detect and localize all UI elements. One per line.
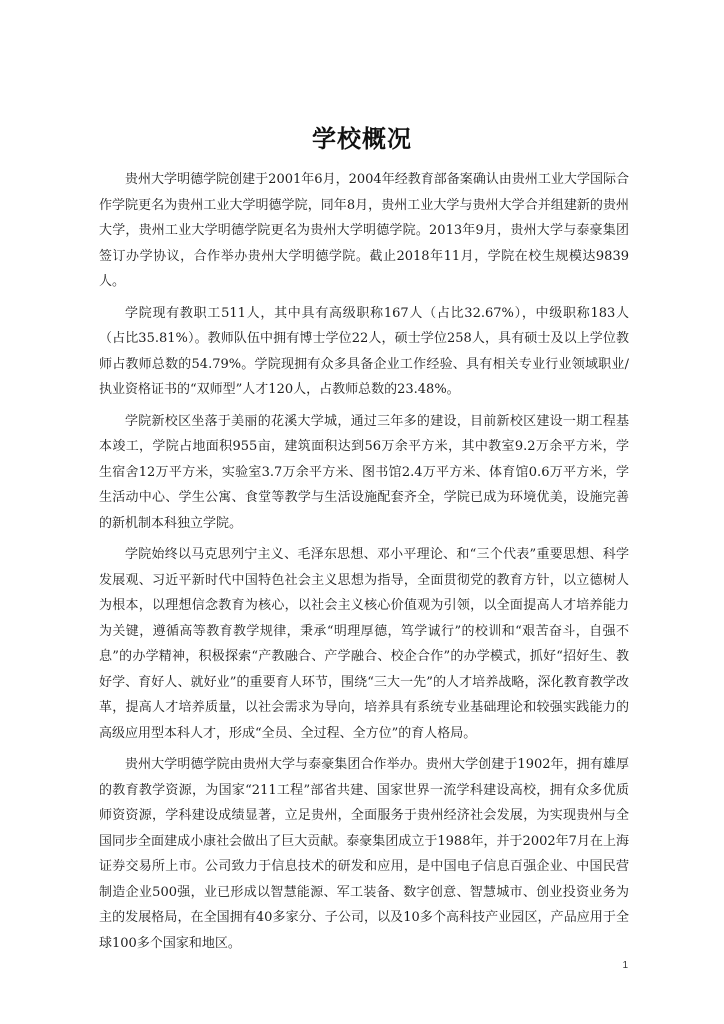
paragraph-sponsors: 贵州大学明德学院由贵州大学与泰豪集团合作举办。贵州大学创建于1902年，拥有雄厚的教育教学资源，为国家“211工程”部省共建、国家世界一流学科建设高校，拥有众多优质师资资源，学科建设成绩显著，立足贵州，全面服务于贵州经济社会发展，为实现贵州与全国同步全面建成小康社会做出了巨大贡献。泰豪集团成立于1988年，并于2002年7月在上海证券交易所上市。公司致力于信息技术的研发和应用，是中国电子信息百强企业、中国民营制造企业500强，业已形成以智慧能源、军工装备、数字创意、智慧城市、创业投资业务为主的发展格局，在全国拥有40多家分、子公司，以及10多个高科技产业园区，产品应用于全球100多个国家和地区。 bbox=[99, 757, 629, 951]
paragraph-campus: 学院新校区坐落于美丽的花溪大学城，通过三年多的建设，目前新校区建设一期工程基本竣工，学院占地面积955亩，建筑面积达到56万余平方米，其中教室9.2万余平方米，学生宿舍12万平方米，实验室3.7万余平方米、图书馆2.4万平方米、体育馆0.6万平方米，学生活动中心、学生公寓、食堂等教学与生活设施配套齐全，学院已成为环境优美，设施完善的新机制本科独立学院。 bbox=[99, 413, 629, 531]
paragraph-faculty: 学院现有教职工511人，其中具有高级职称167人（占比32.67%），中级职称183人（占比35.81%）。教师队伍中拥有博士学位22人，硕士学位258人，具有硕士及以上学位教师占教师总数的54.79%。学院现拥有众多具备企业工作经验、具有相关专业行业领域职业/执业资格证书的“双师型”人才120人，占教师总数的23.48%。 bbox=[99, 305, 629, 397]
page-title: 学校概况 bbox=[312, 125, 412, 153]
page-number: 1 bbox=[622, 960, 628, 971]
document-body bbox=[99, 167, 629, 962]
paragraph-founding: 贵州大学明德学院创建于2001年6月，2004年经教育部备案确认由贵州工业大学国际合作学院更名为贵州工业大学明德学院，同年8月，贵州工业大学与贵州大学合并组建新的贵州大学，贵州工业大学明德学院更名为贵州大学明德学院。2013年9月，贵州大学与泰豪集团签订办学协议，合作举办贵州大学明德学院。截止2018年11月，学院在校生规模达9839人。 bbox=[99, 172, 629, 289]
paragraph-philosophy: 学院始终以马克思列宁主义、毛泽东思想、邓小平理论、和“三个代表”重要思想、科学发展观、习近平新时代中国特色社会主义思想为指导，全面贯彻党的教育方针，以立德树人为根本，以理想信念教育为核心，以社会主义核心价值观为引领，以全面提高人才培养能力为关键，遵循高等教育教学规律，秉承“明理厚德，笃学诚行”的校训和“艰苦奋斗，自强不息”的办学精神，积极探索“产教融合、产学融合、校企合作”的办学模式，抓好“招好生、教好学、育好人、就好业”的重要育人环节，围绕“三大一先”的人才培养战略，深化教育教学改革，提高人才培养质量，以社会需求为导向，培养具有系统专业基础理论和较强实践能力的高级应用型本科人才，形成“全员、全过程、全方位”的育人格局。 bbox=[99, 547, 629, 741]
